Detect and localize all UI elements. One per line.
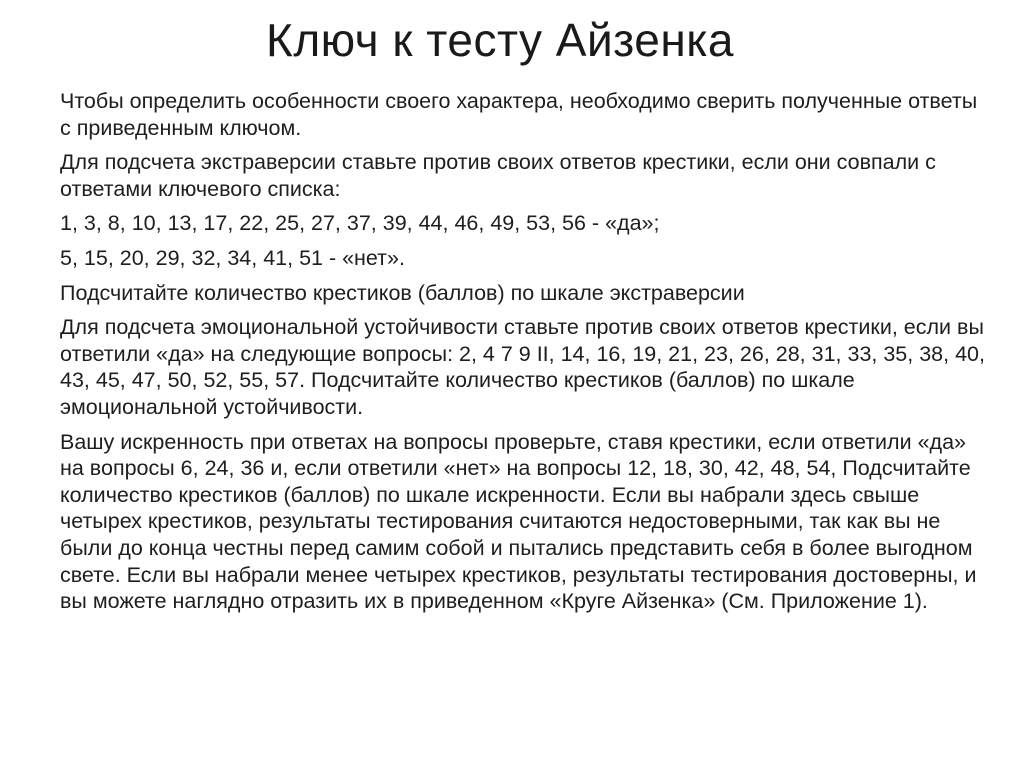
slide-body [60, 88, 990, 623]
slide-title: Ключ к тесту Айзенка [266, 14, 734, 66]
paragraph-extraversion-yes-list: 1, 3, 8, 10, 13, 17, 22, 25, 27, 37, 39, 44, 46, 49, 53, 56 - «да»; [60, 211, 660, 236]
paragraph-extraversion-instructions: Для подсчета экстраверсии ставьте против своих ответов крестики, если они совпали с ответами ключевого списка: [60, 150, 936, 201]
paragraph-emotional-stability: Для подсчета эмоциональной устойчивости ставьте против своих ответов крестики, если вы ответили «да» на следующие вопросы: 2, 4 7 9 II, 14, 16, 19, 21, 23, 26, 28, 31, 33, 35, 38, 40, 43, 45, 47, 50, 52, 55, 57. Подсчитайте количество крестиков (баллов) по шкале эмоциональной устойчивости. [60, 315, 985, 419]
paragraph-extraversion-no-list: 5, 15, 20, 29, 32, 34, 41, 51 - «нет». [60, 245, 405, 270]
paragraph-intro: Чтобы определить особенности своего характера, необходимо сверить полученные ответы с приведенным ключом. [60, 89, 978, 140]
paragraph-sincerity: Вашу искренность при ответах на вопросы проверьте, ставя крестики, если ответили «да» на вопросы 6, 24, 36 и, если ответили «нет» на вопросы 12, 18, 30, 42, 48, 54, Подсчитайте количество крестиков (баллов) по шкале искренности. Если вы набрали здесь свыше четырех крестиков, результаты тестирования считаются недостоверными, так как вы не были до конца честны перед самим собой и пытались представить себя в более выгодном свете. Если вы набрали менее четырех крестиков, результаты тестирования достоверны, и вы можете наглядно отразить их в приведенном «Круге Айзенка» (См. Приложение 1). [60, 429, 977, 614]
paragraph-extraversion-count: Подсчитайте количество крестиков (баллов) по шкале экстраверсии [60, 280, 745, 305]
